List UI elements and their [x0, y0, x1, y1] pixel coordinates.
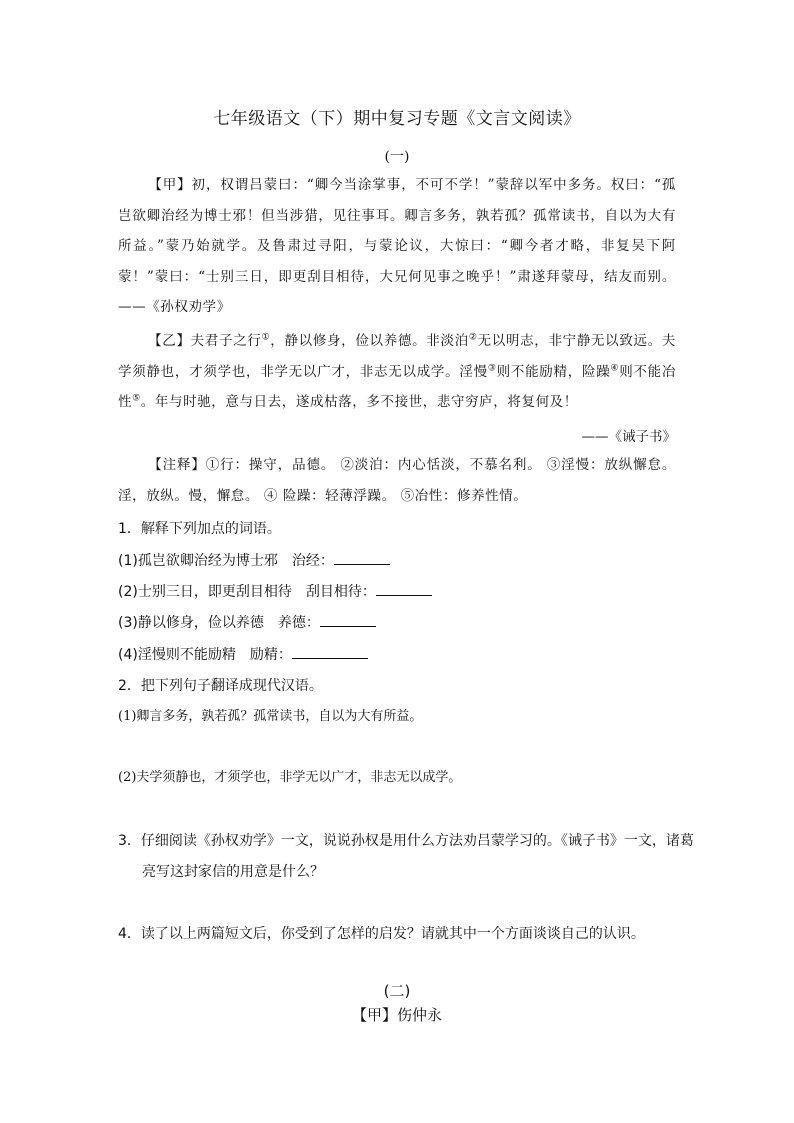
footnote-marker: ⑤	[132, 393, 141, 404]
passage-jia	[118, 170, 676, 323]
annotations	[118, 450, 676, 511]
passage-yi-text: ，静以修身，俭以养德。非淡泊	[270, 333, 469, 349]
section-two-title: 【甲】伤仲永	[351, 1006, 442, 1024]
answer-blank[interactable]	[376, 581, 432, 596]
passage-yi-text: 。年与时驰，意与日去，遂成枯落，多不接世，悲守穷庐，将复何及！	[140, 394, 578, 410]
passage-yi-text: 【乙】夫君子之行	[148, 333, 262, 349]
passage-yi-text: 无以明志，非宁静无以致远。夫学须静也，才须学也，非学无以广才，非志无以成学。淫慢	[118, 333, 676, 380]
answer-blank[interactable]	[292, 644, 368, 659]
question-2-item-2: (2)夫学须静也，才须学也，非学无以广才，非志无以成学。	[118, 770, 462, 785]
question-1-item-1	[118, 546, 678, 576]
section-two-heading: (二)	[383, 982, 411, 1000]
passage-yi-source: ——《诫子书》	[581, 429, 676, 445]
item-text: (2)士别三日，即更刮目相待 刮目相待：	[118, 584, 376, 600]
footnote-marker: ①	[261, 332, 271, 343]
question-1-item-4	[118, 640, 678, 670]
page-title: 七年级语文（下）期中复习专题《文言文阅读》	[213, 109, 581, 129]
question-1-item-3	[118, 608, 678, 638]
question-1-stem: 1．解释下列加点的词语。	[118, 521, 281, 537]
question-2-item-1: (1)卿言多务，孰若孤？孤常读书，自以为大有所益。	[118, 709, 423, 724]
passage-yi	[118, 326, 676, 418]
answer-blank[interactable]	[320, 612, 376, 627]
section-one-heading: (一)	[384, 149, 410, 165]
footnote-marker: ②	[468, 332, 478, 343]
item-text: (4)淫慢则不能励精 励精：	[118, 647, 292, 663]
passage-yi-text: 则不能冶性	[118, 363, 676, 410]
answer-blank[interactable]	[334, 550, 390, 565]
footnote-marker: ③	[487, 363, 497, 373]
item-text: (1)孤岂欲卿治经为博士邪 治经：	[118, 553, 334, 569]
annotations-text: 【注释】①行：操守，品德。 ②淡泊：内心恬淡，不慕名利。 ③淫慢：放纵懈怠。淫，放纵。慢，懈怠。 ④ 险躁：轻薄浮躁。 ⑤冶性：修养性情。	[118, 457, 676, 504]
question-1-item-2	[118, 577, 678, 607]
passage-yi-text: 则不能励精，险躁	[496, 363, 611, 380]
footnote-marker: ④	[610, 363, 620, 373]
question-3: 3．仔细阅读《孙权劝学》一文，说说孙权是用什么方法劝吕蒙学习的。《诫子书》一文，诸葛亮写这封家信的用意是什么？	[118, 833, 694, 880]
passage-jia-text: 【甲】初，权谓吕蒙曰：“卿今当涂掌事，不可不学！”蒙辞以军中多务。权曰：“孤岂欲卿治经为博士邪！但当涉猎，见往事耳。卿言多务，孰若孤？孤常读书，自以为大有所益。”蒙乃始就学。及鲁肃过寻阳，与蒙论议，大惊曰：“卿今者才略，非复吴下阿蒙！”蒙曰：“士别三日，即更刮目相待，大兄何见事之晚乎！”肃遂拜蒙母，结友而别。——《孙权劝学》	[118, 177, 676, 315]
question-4: 4．读了以上两篇短文后，你受到了怎样的启发？请就其中一个方面谈谈自己的认识。	[118, 926, 645, 942]
item-text: (3)静以修身，俭以养德 养德：	[118, 615, 320, 631]
question-2-stem: 2．把下列句子翻译成现代汉语。	[118, 678, 323, 694]
